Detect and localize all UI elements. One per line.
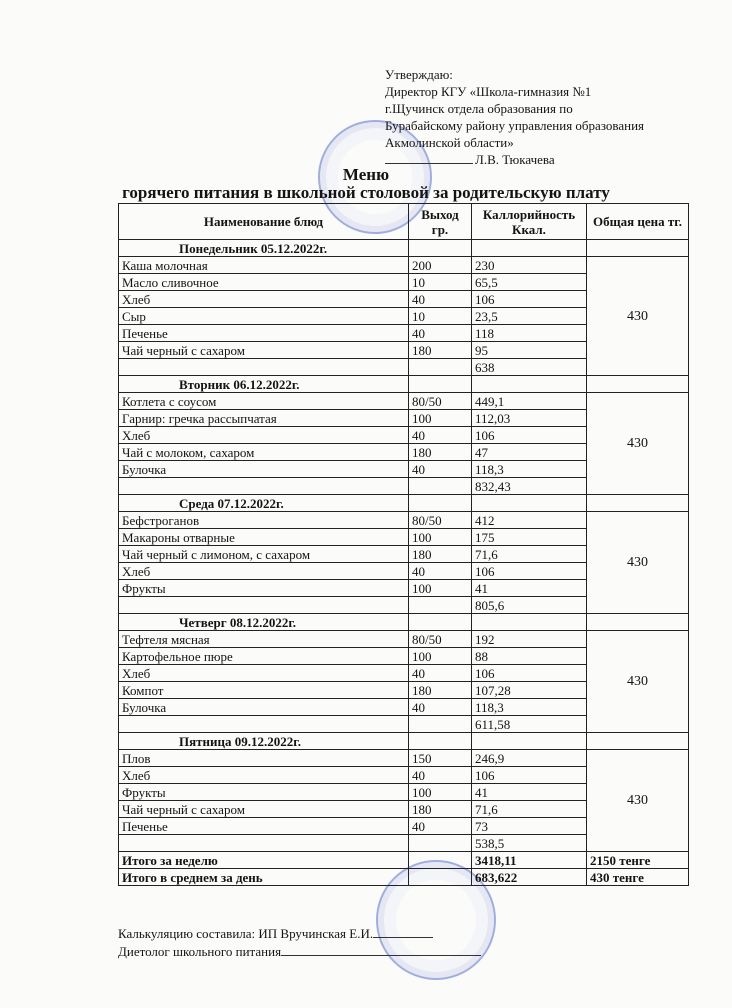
header-dish: Наименование блюд (119, 204, 409, 240)
dish-name: Гарнир: гречка рассыпчатая (119, 410, 409, 427)
menu-table (118, 203, 689, 886)
day-total-kcal: 805,6 (472, 597, 587, 614)
header-price: Общая цена тг. (587, 204, 689, 240)
day-header-row (119, 614, 689, 631)
footer-dietolog-line (281, 955, 481, 956)
day-name: Пятница 09.12.2022г. (119, 733, 409, 750)
footer-calc (118, 926, 433, 942)
dish-kcal: 95 (472, 342, 587, 359)
dish-kcal: 71,6 (472, 546, 587, 563)
day-name: Среда 07.12.2022г. (119, 495, 409, 512)
menu-title: Меню (342, 165, 390, 184)
day-total-kcal: 832,43 (472, 478, 587, 495)
week-total-row-price: 2150 тенге (587, 852, 689, 869)
empty-cell (409, 376, 472, 393)
day-header-row (119, 376, 689, 393)
empty-cell (472, 240, 587, 257)
empty-cell (409, 835, 472, 852)
footer-dietolog-text: Диетолог школьного питания (118, 944, 282, 959)
week-total-row (119, 852, 689, 869)
day-name: Вторник 06.12.2022г. (119, 376, 409, 393)
dish-name: Картофельное пюре (119, 648, 409, 665)
dish-name: Котлета с соусом (119, 393, 409, 410)
footer-calc-text: Калькуляцию составила: ИП Вручинская Е.И. (118, 926, 374, 941)
day-name: Понедельник 05.12.2022г. (119, 240, 409, 257)
dish-output: 80/50 (409, 512, 472, 529)
week-total-row-kcal: 3418,11 (472, 852, 587, 869)
day-name: Четверг 08.12.2022г. (119, 614, 409, 631)
dish-kcal: 412 (472, 512, 587, 529)
empty-cell (409, 733, 472, 750)
dish-output: 40 (409, 291, 472, 308)
dish-kcal: 106 (472, 291, 587, 308)
dish-kcal: 23,5 (472, 308, 587, 325)
dish-name: Чай черный с лимоном, с сахаром (119, 546, 409, 563)
dish-name: Тефтеля мясная (119, 631, 409, 648)
dish-kcal: 88 (472, 648, 587, 665)
dish-name: Хлеб (119, 767, 409, 784)
dish-output: 40 (409, 767, 472, 784)
day-price: 430 (587, 512, 689, 614)
empty-cell (119, 478, 409, 495)
dish-name: Печенье (119, 818, 409, 835)
empty-cell (119, 597, 409, 614)
dish-output: 100 (409, 580, 472, 597)
table-row (119, 750, 689, 767)
footer-calc-line (373, 937, 433, 938)
header-output: Выход гр. (409, 204, 472, 240)
dish-name: Сыр (119, 308, 409, 325)
dish-name: Хлеб (119, 563, 409, 580)
dish-name: Фрукты (119, 784, 409, 801)
day-total-kcal: 538,5 (472, 835, 587, 852)
day-total-kcal: 638 (472, 359, 587, 376)
approval-line-4: Бурабайскому району управления образования (385, 118, 645, 133)
day-price: 430 (587, 750, 689, 852)
approval-block (385, 66, 715, 168)
empty-cell (587, 240, 689, 257)
dish-kcal: 41 (472, 580, 587, 597)
daily-avg-row-label: Итого в среднем за день (119, 869, 409, 886)
dish-name: Компот (119, 682, 409, 699)
dish-output: 100 (409, 410, 472, 427)
table-row (119, 512, 689, 529)
empty-cell (409, 359, 472, 376)
empty-cell (587, 495, 689, 512)
dish-name: Печенье (119, 325, 409, 342)
dish-name: Масло сливочное (119, 274, 409, 291)
empty-cell (472, 495, 587, 512)
dish-kcal: 106 (472, 665, 587, 682)
dish-kcal: 230 (472, 257, 587, 274)
approval-signer: Л.В. Тюкачева (475, 152, 555, 167)
empty-cell (472, 733, 587, 750)
daily-avg-row (119, 869, 689, 886)
empty-cell (472, 614, 587, 631)
table-header-row (119, 204, 689, 240)
dish-kcal: 71,6 (472, 801, 587, 818)
empty-cell (119, 835, 409, 852)
menu-table-body (119, 240, 689, 886)
dish-name: Макароны отварные (119, 529, 409, 546)
dish-output: 40 (409, 461, 472, 478)
approval-line-5: Акмолинской области» (385, 135, 514, 150)
dish-output: 40 (409, 818, 472, 835)
day-price: 430 (587, 393, 689, 495)
empty-cell (409, 869, 472, 886)
dish-kcal: 192 (472, 631, 587, 648)
empty-cell (409, 240, 472, 257)
table-row (119, 393, 689, 410)
dish-name: Чай с молоком, сахаром (119, 444, 409, 461)
dish-name: Булочка (119, 699, 409, 716)
dish-kcal: 106 (472, 427, 587, 444)
daily-avg-row-price: 430 тенге (587, 869, 689, 886)
dish-output: 180 (409, 682, 472, 699)
dish-output: 40 (409, 665, 472, 682)
dish-output: 200 (409, 257, 472, 274)
day-price: 430 (587, 257, 689, 376)
dish-output: 80/50 (409, 631, 472, 648)
dish-output: 10 (409, 308, 472, 325)
dish-name: Плов (119, 750, 409, 767)
dish-output: 40 (409, 563, 472, 580)
dish-output: 150 (409, 750, 472, 767)
dish-kcal: 73 (472, 818, 587, 835)
dish-kcal: 449,1 (472, 393, 587, 410)
footer-dietolog (118, 944, 481, 960)
dish-output: 40 (409, 427, 472, 444)
approval-line-3: г.Щучинск отдела образования по (385, 101, 573, 116)
empty-cell (409, 597, 472, 614)
dish-output: 180 (409, 444, 472, 461)
week-total-row-label: Итого за неделю (119, 852, 409, 869)
dish-output: 40 (409, 699, 472, 716)
empty-cell (119, 359, 409, 376)
signature-line (385, 163, 473, 164)
dish-output: 10 (409, 274, 472, 291)
dish-kcal: 106 (472, 563, 587, 580)
dish-output: 80/50 (409, 393, 472, 410)
dish-output: 100 (409, 648, 472, 665)
dish-output: 100 (409, 529, 472, 546)
approval-line-1: Утверждаю: (385, 67, 453, 82)
empty-cell (587, 614, 689, 631)
dish-kcal: 65,5 (472, 274, 587, 291)
empty-cell (409, 614, 472, 631)
dish-kcal: 41 (472, 784, 587, 801)
dish-output: 180 (409, 546, 472, 563)
approval-line-2: Директор КГУ «Школа-гимназия №1 (385, 84, 592, 99)
empty-cell (119, 716, 409, 733)
menu-subtitle: горячего питания в школьной столовой за родительскую плату (122, 183, 610, 202)
empty-cell (409, 478, 472, 495)
dish-kcal: 118 (472, 325, 587, 342)
dish-name: Хлеб (119, 427, 409, 444)
day-price: 430 (587, 631, 689, 733)
empty-cell (587, 376, 689, 393)
dish-kcal: 112,03 (472, 410, 587, 427)
dish-name: Булочка (119, 461, 409, 478)
dish-output: 180 (409, 801, 472, 818)
empty-cell (587, 733, 689, 750)
dish-kcal: 246,9 (472, 750, 587, 767)
dish-output: 100 (409, 784, 472, 801)
empty-cell (472, 376, 587, 393)
dish-name: Каша молочная (119, 257, 409, 274)
dish-name: Хлеб (119, 665, 409, 682)
header-kcal: Каллорийность Ккал. (472, 204, 587, 240)
dish-output: 180 (409, 342, 472, 359)
day-header-row (119, 495, 689, 512)
table-row (119, 257, 689, 274)
dish-kcal: 47 (472, 444, 587, 461)
dish-kcal: 107,28 (472, 682, 587, 699)
dish-name: Чай черный с сахаром (119, 801, 409, 818)
dish-kcal: 118,3 (472, 699, 587, 716)
dish-name: Бефстроганов (119, 512, 409, 529)
day-header-row (119, 240, 689, 257)
dish-name: Чай черный с сахаром (119, 342, 409, 359)
table-row (119, 631, 689, 648)
empty-cell (409, 495, 472, 512)
dish-output: 40 (409, 325, 472, 342)
day-header-row (119, 733, 689, 750)
dish-kcal: 106 (472, 767, 587, 784)
daily-avg-row-kcal: 683,622 (472, 869, 587, 886)
dish-name: Хлеб (119, 291, 409, 308)
empty-cell (409, 852, 472, 869)
empty-cell (409, 716, 472, 733)
dish-kcal: 175 (472, 529, 587, 546)
day-total-kcal: 611,58 (472, 716, 587, 733)
dish-name: Фрукты (119, 580, 409, 597)
dish-kcal: 118,3 (472, 461, 587, 478)
